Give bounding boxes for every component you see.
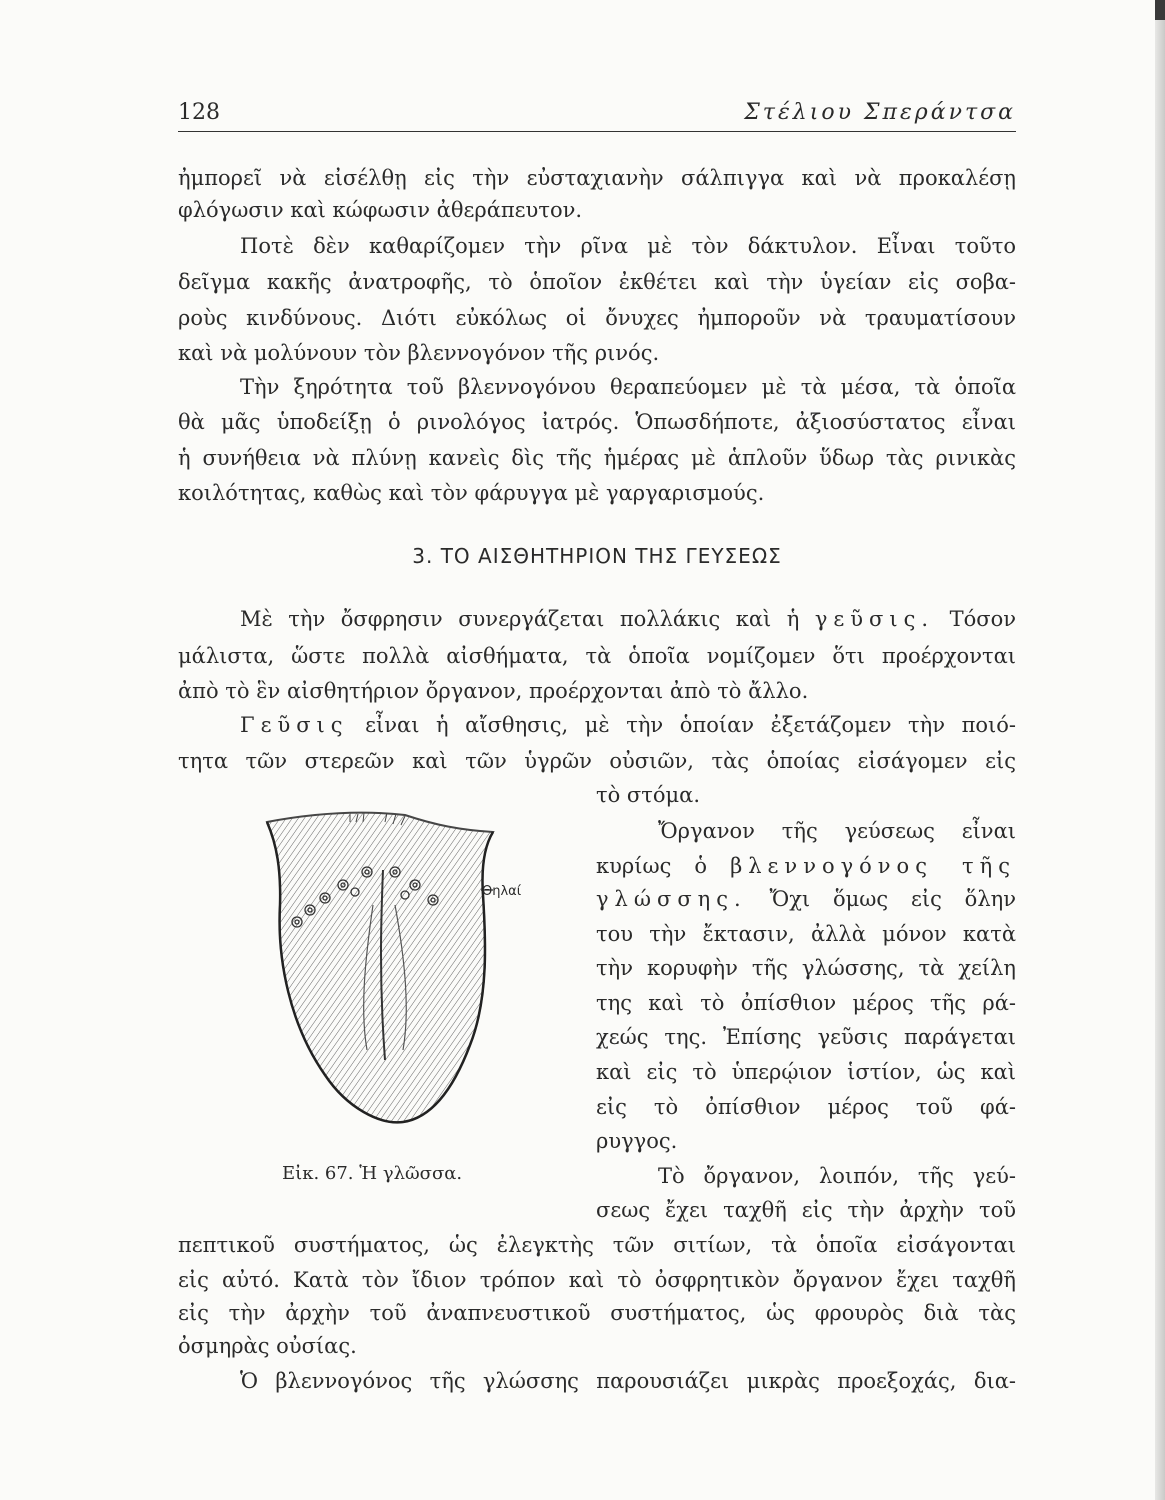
text-line: εἰς τὴν ἀρχὴν τοῦ ἀναπνευστικοῦ συστήματος, ὡς φρουρὸς διὰ τὰς	[178, 1301, 1016, 1325]
text-line: Ὁ βλεννογόνος τῆς γλώσσης παρουσιάζει μικρὰς προεξοχάς, δια-	[240, 1369, 1016, 1393]
text-line: Ποτὲ δὲν καθαρίζομεν τὴν ρῖνα μὲ τὸν δάκτυλον. Εἶναι τοῦτο	[240, 234, 1016, 258]
text-line: εἰς τὸ ὀπίσθιον μέρος τοῦ φά-	[596, 1095, 1016, 1119]
text-line: δεῖγμα κακῆς ἀνατροφῆς, τὸ ὁποῖον ἐκθέτει καὶ τὴν ὑγείαν εἰς σοβα-	[178, 270, 1016, 294]
section-heading: 3. ΤΟ ΑΙΣΘΗΤΗΡΙΟΝ ΤΗΣ ΓΕΥΣΕΩΣ	[412, 544, 782, 568]
text-line: Τὴν ξηρότητα τοῦ βλεννογόνου θεραπεύομεν μὲ τὰ μέσα, τὰ ὁποῖα	[240, 375, 1016, 399]
text-line: Μὲ τὴν ὄσφρησιν συνεργάζεται πολλάκις καὶ ἡ γεῦσις. Τόσον	[240, 607, 1016, 631]
spaced-term: γλώσσης.	[596, 887, 747, 911]
text-line: ρυγγος.	[596, 1129, 678, 1153]
text-line: σεως ἔχει ταχθῆ εἰς τὴν ἀρχὴν τοῦ	[596, 1198, 1016, 1222]
text-line: καὶ εἰς τὸ ὑπερῴιον ἱστίον, ὡς καὶ	[596, 1060, 1016, 1084]
text-line: γλώσσης. Ὄχι ὅμως εἰς ὅλην	[596, 887, 1016, 911]
text-line: του τὴν ἔκτασιν, ἀλλὰ μόνον κατὰ	[596, 922, 1016, 946]
text-line: θὰ μᾶς ὑποδείξῃ ὁ ρινολόγος ἰατρός. Ὁπωσδήποτε, ἀξιοσύστατος εἶναι	[178, 410, 1016, 434]
text-line: ἠμπορεῖ νὰ εἰσέλθῃ εἰς τὴν εὐσταχιανὴν σάλπιγγα καὶ νὰ προκαλέσῃ	[178, 166, 1016, 190]
page-header	[178, 98, 1016, 132]
page-number: 128	[178, 100, 220, 125]
figure-label: Θηλαί	[482, 884, 522, 899]
text-line: φλόγωσιν καὶ κώφωσιν ἀθεράπευτον.	[178, 198, 583, 222]
text-line: Τὸ ὄργανον, λοιπόν, τῆς γεύ-	[658, 1164, 1016, 1188]
text-line: πεπτικοῦ συστήματος, ὡς ἐλεγκτὴς τῶν σιτίων, τὰ ὁποῖα εἰσάγονται	[178, 1233, 1016, 1257]
text-line: της καὶ τὸ ὀπίσθιον μέρος τῆς ρά-	[596, 991, 1016, 1015]
spaced-term: βλεννογόνος τῆς	[730, 854, 1016, 878]
running-title: Στέλιου Σπεράντσα	[744, 100, 1016, 125]
text-line: τὴν κορυφὴν τῆς γλώσσης, τὰ χείλη	[596, 956, 1016, 980]
text-line: καὶ νὰ μολύνουν τὸν βλεννογόνον τῆς ρινός.	[178, 341, 660, 365]
tongue-illustration	[255, 810, 545, 1140]
text-line: τητα τῶν στερεῶν καὶ τῶν ὑγρῶν οὐσιῶν, τὰς ὁποίας εἰσάγομεν εἰς	[178, 749, 1016, 773]
text-line: ἀπὸ τὸ ἓν αἰσθητήριον ὄργανον, προέρχονται ἀπὸ τὸ ἄλλο.	[178, 679, 809, 703]
text-line: κοιλότητας, καθὼς καὶ τὸν φάρυγγα μὲ γαργαρισμούς.	[178, 481, 765, 505]
text-line: εἰς αὐτό. Κατὰ τὸν ἴδιον τρόπον καὶ τὸ ὀσφρητικὸν ὄργανον ἔχει ταχθῆ	[178, 1268, 1016, 1292]
text-line: κυρίως ὁ βλεννογόνος τῆς	[596, 854, 1016, 878]
text-line: μάλιστα, ὥστε πολλὰ αἰσθήματα, τὰ ὁποῖα νομίζομεν ὅτι προέρχονται	[178, 644, 1016, 668]
figure-caption: Εἰκ. 67. Ἡ γλῶσσα.	[282, 1163, 463, 1184]
header-rule	[178, 131, 1016, 133]
text-line: ὀσμηρὰς οὐσίας.	[178, 1334, 357, 1358]
tongue-drawing	[255, 810, 545, 1140]
text-line: Γεῦσις εἶναι ἡ αἴσθησις, μὲ τὴν ὁποίαν ἐξετάζομεν τὴν ποιό-	[240, 713, 1017, 737]
text-line: ἡ συνήθεια νὰ πλύνῃ κανεὶς δὶς τῆς ἡμέρας μὲ ἁπλοῦν ὕδωρ τὰς ρινικὰς	[178, 446, 1016, 470]
text-line: Ὄργανον τῆς γεύσεως εἶναι	[658, 819, 1016, 843]
text-line: ροὺς κινδύνους. Διότι εὐκόλως οἱ ὄνυχες ἠμποροῦν νὰ τραυματίσουν	[178, 306, 1016, 330]
spaced-term: γεῦσις.	[814, 607, 935, 631]
text-line: τὸ στόμα.	[596, 783, 701, 807]
spaced-term: Γεῦσις	[240, 713, 349, 737]
text-line: χεώς της. Ἐπίσης γεῦσις παράγεται	[596, 1025, 1016, 1049]
page-edge	[1155, 0, 1165, 1500]
